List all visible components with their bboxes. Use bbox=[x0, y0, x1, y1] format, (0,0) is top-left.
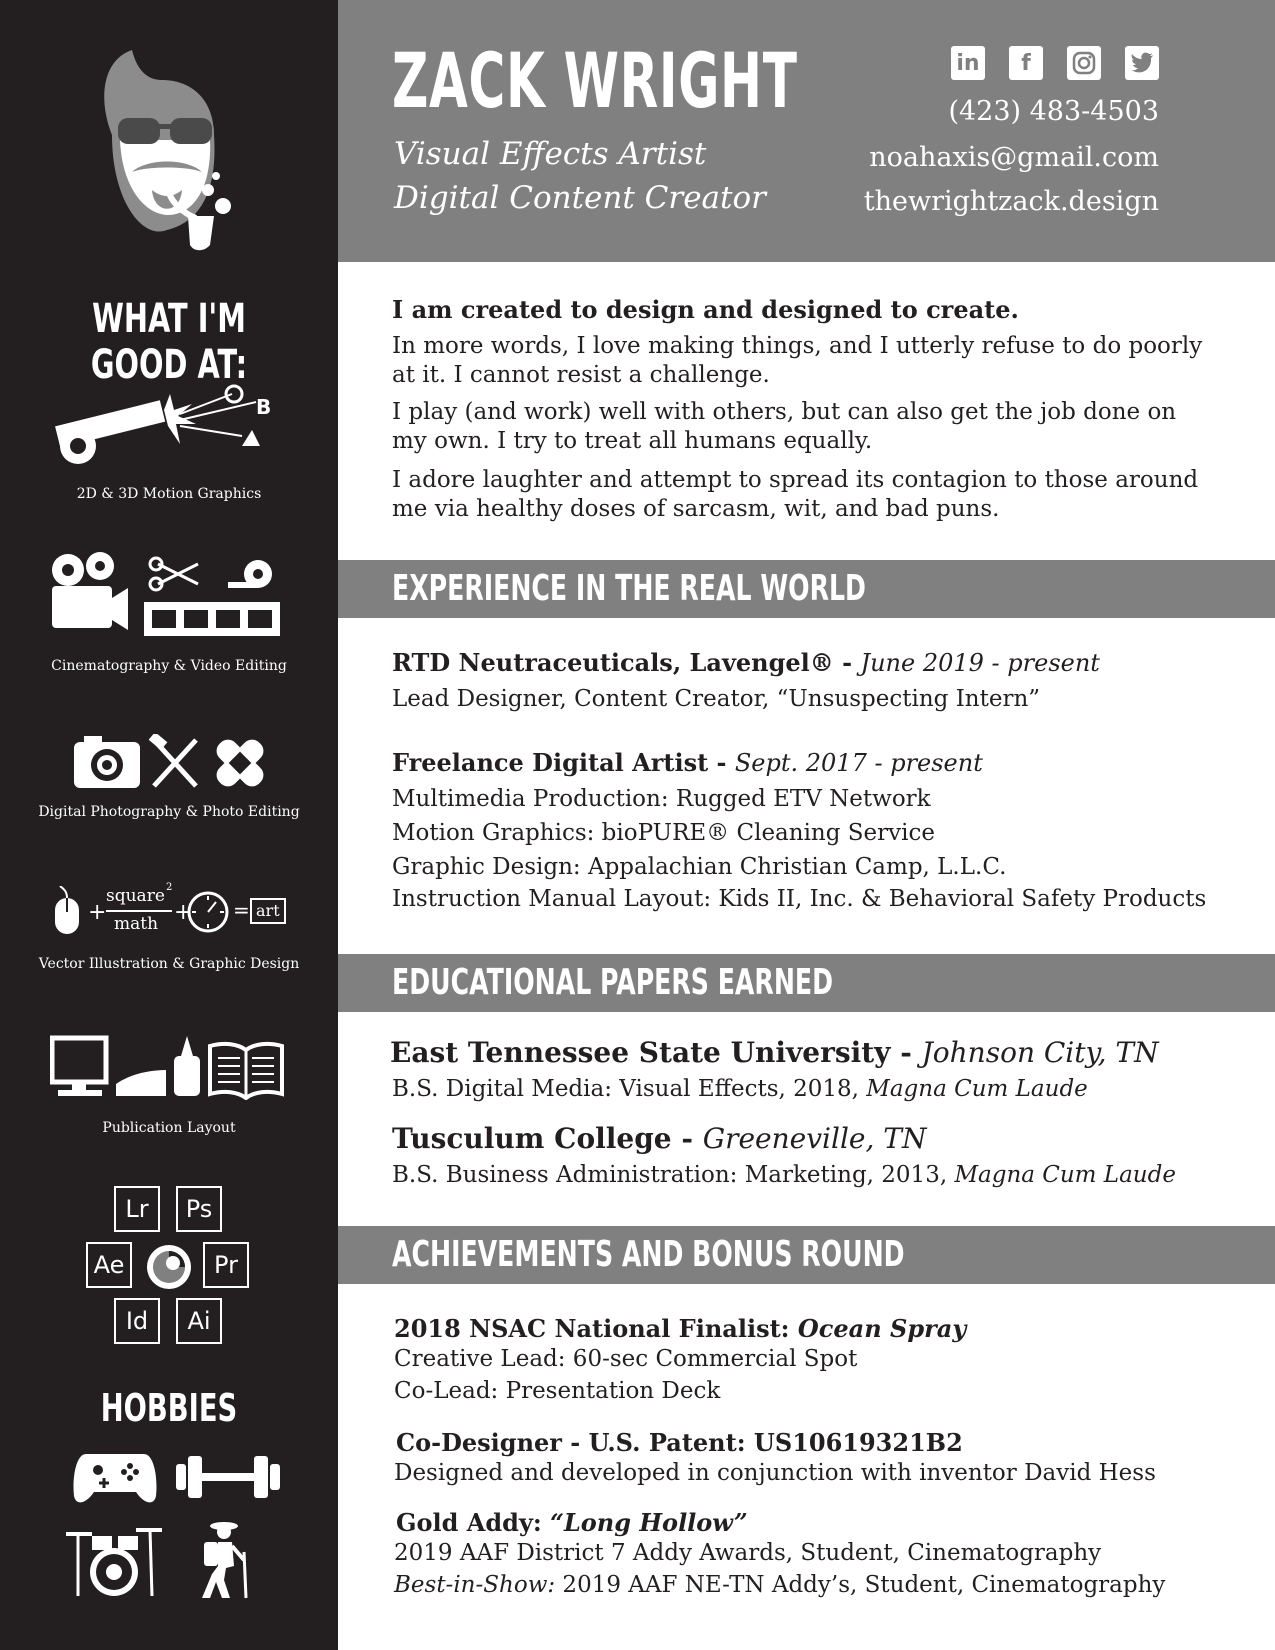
job-employer: Freelance Digital Artist - bbox=[392, 748, 735, 777]
degree-text: B.S. Business Administration: Marketing, 2013, bbox=[392, 1162, 955, 1188]
after-effects-icon: Ae bbox=[86, 1242, 132, 1288]
achievement-title: Co-Designer - U.S. Patent: US10619321B2 bbox=[396, 1428, 963, 1457]
illustrator-icon: Ai bbox=[176, 1298, 222, 1344]
instagram-icon[interactable] bbox=[1067, 46, 1101, 80]
twitter-icon[interactable] bbox=[1125, 46, 1159, 80]
publication-tools-icon bbox=[50, 1034, 286, 1100]
email-address[interactable]: noahaxis@gmail.com bbox=[869, 142, 1159, 173]
experience-title: EXPERIENCE IN THE REAL WORLD bbox=[392, 568, 866, 609]
achievement-line: 2019 AAF District 7 Addy Awards, Student, Cinematography bbox=[394, 1540, 1102, 1566]
job-dates: June 2019 - present bbox=[860, 649, 1100, 677]
website-link[interactable]: thewrightzack.design bbox=[863, 186, 1159, 217]
school-heading bbox=[390, 1036, 1159, 1069]
job-heading bbox=[392, 748, 983, 777]
candidate-name: ZACK WRIGHT bbox=[392, 36, 798, 125]
photo-tools-icon bbox=[72, 734, 268, 790]
skill-caption-vector: Vector Illustration & Graphic Design bbox=[38, 956, 300, 972]
game-controller-icon bbox=[72, 1448, 158, 1506]
achievement-heading bbox=[396, 1508, 748, 1537]
degree-line bbox=[392, 1162, 1176, 1188]
school-name: Tusculum College - bbox=[392, 1122, 703, 1155]
social-links bbox=[951, 46, 1159, 80]
intro-paragraph-2: I play (and work) well with others, but can also get the job done on my own. I try to treat all humans equally. bbox=[392, 399, 1177, 454]
intro-paragraph-3: I adore laughter and attempt to spread its contagion to those around me via healthy doses of sarcasm, wit, and bad puns. bbox=[392, 467, 1199, 522]
facebook-icon[interactable]: f bbox=[1009, 46, 1043, 80]
job-title-2: Digital Content Creator bbox=[394, 180, 766, 216]
job-title-1: Visual Effects Artist bbox=[394, 136, 707, 172]
premiere-icon: Pr bbox=[203, 1242, 249, 1288]
achievement-line: Creative Lead: 60-sec Commercial Spot bbox=[394, 1346, 858, 1372]
achievement-line: Co-Lead: Presentation Deck bbox=[394, 1378, 721, 1404]
job-line: Lead Designer, Content Creator, “Unsuspecting Intern” bbox=[392, 686, 1041, 712]
job-line: Motion Graphics: bioPURE® Cleaning Service bbox=[392, 820, 935, 846]
experience-section-band bbox=[338, 560, 1275, 618]
achievement-title-italic: “Long Hollow” bbox=[550, 1508, 748, 1537]
skill-caption-publication: Publication Layout bbox=[102, 1120, 236, 1136]
hobbies-heading: HOBBIES bbox=[100, 1386, 238, 1430]
job-line: Multimedia Production: Rugged ETV Network bbox=[392, 786, 931, 812]
svg-text:B: B bbox=[256, 395, 272, 419]
hiker-icon bbox=[190, 1518, 256, 1600]
achievement-heading bbox=[394, 1314, 966, 1343]
skills-heading: WHAT I'M GOOD AT: bbox=[90, 296, 248, 388]
degree-line bbox=[392, 1076, 1088, 1102]
avatar bbox=[92, 40, 252, 260]
achievement-title: 2018 NSAC National Finalist: bbox=[394, 1314, 798, 1343]
degree-honors: Magna Cum Laude bbox=[954, 1162, 1176, 1188]
equation-result: art bbox=[250, 898, 286, 924]
drum-kit-icon bbox=[62, 1524, 166, 1600]
equation-exponent: 2 bbox=[166, 882, 173, 893]
phone-number[interactable]: (423) 483-4503 bbox=[948, 96, 1159, 127]
job-heading bbox=[392, 648, 1100, 677]
intro-headline: I am created to design and designed to create. bbox=[392, 295, 1019, 324]
cannon-icon bbox=[46, 374, 292, 474]
dumbbell-icon bbox=[174, 1452, 282, 1502]
achievement-title-italic: Ocean Spray bbox=[797, 1314, 967, 1343]
skill-caption-motion-graphics: 2D & 3D Motion Graphics bbox=[76, 486, 262, 502]
achievement-line bbox=[394, 1572, 1165, 1598]
skill-caption-cinematography: Cinematography & Video Editing bbox=[51, 658, 287, 674]
education-title: EDUCATIONAL PAPERS EARNED bbox=[392, 962, 834, 1003]
lightroom-icon: Lr bbox=[114, 1186, 160, 1232]
job-dates: Sept. 2017 - present bbox=[734, 749, 983, 777]
intro-paragraph-1: In more words, I love making things, and I utterly refuse to do poorly at it. I cannot resist a challenge. bbox=[392, 333, 1203, 388]
achievement-heading bbox=[396, 1428, 963, 1457]
sidebar bbox=[0, 0, 338, 1650]
education-section-band bbox=[338, 954, 1275, 1012]
school-location: Greeneville, TN bbox=[702, 1122, 927, 1155]
job-line: Instruction Manual Layout: Kids II, Inc. & Behavioral Safety Products bbox=[392, 886, 1207, 912]
equation-numerator: square bbox=[106, 886, 165, 906]
job-employer: RTD Neutraceuticals, Lavengel® - bbox=[392, 648, 861, 677]
cinema4d-icon bbox=[144, 1242, 194, 1292]
linkedin-icon[interactable]: in bbox=[951, 46, 985, 80]
photoshop-icon: Ps bbox=[176, 1186, 222, 1232]
job-line: Graphic Design: Appalachian Christian Camp, L.L.C. bbox=[392, 854, 1007, 880]
achievement-line-prefix: Best-in-Show: bbox=[394, 1572, 556, 1598]
achievement-line: Designed and developed in conjunction with inventor David Hess bbox=[394, 1460, 1156, 1486]
school-location: Johnson City, TN bbox=[921, 1036, 1159, 1069]
equation-denominator: math bbox=[114, 914, 159, 934]
vector-equation-icon: + square 2 math + = art bbox=[52, 882, 292, 942]
indesign-icon: Id bbox=[114, 1298, 160, 1344]
achievements-section-band bbox=[338, 1226, 1275, 1284]
achievement-title: Gold Addy: bbox=[396, 1508, 551, 1537]
achievement-line-text: 2019 AAF NE-TN Addy’s, Student, Cinematography bbox=[555, 1572, 1166, 1598]
camera-film-icon bbox=[48, 552, 284, 642]
degree-text: B.S. Digital Media: Visual Effects, 2018, bbox=[392, 1076, 867, 1102]
header bbox=[338, 0, 1275, 262]
skill-caption-photography: Digital Photography & Photo Editing bbox=[38, 804, 300, 820]
school-name: East Tennessee State University - bbox=[390, 1036, 922, 1069]
school-heading bbox=[392, 1122, 926, 1155]
degree-honors: Magna Cum Laude bbox=[866, 1076, 1088, 1102]
achievements-title: ACHIEVEMENTS AND BONUS ROUND bbox=[392, 1234, 905, 1275]
